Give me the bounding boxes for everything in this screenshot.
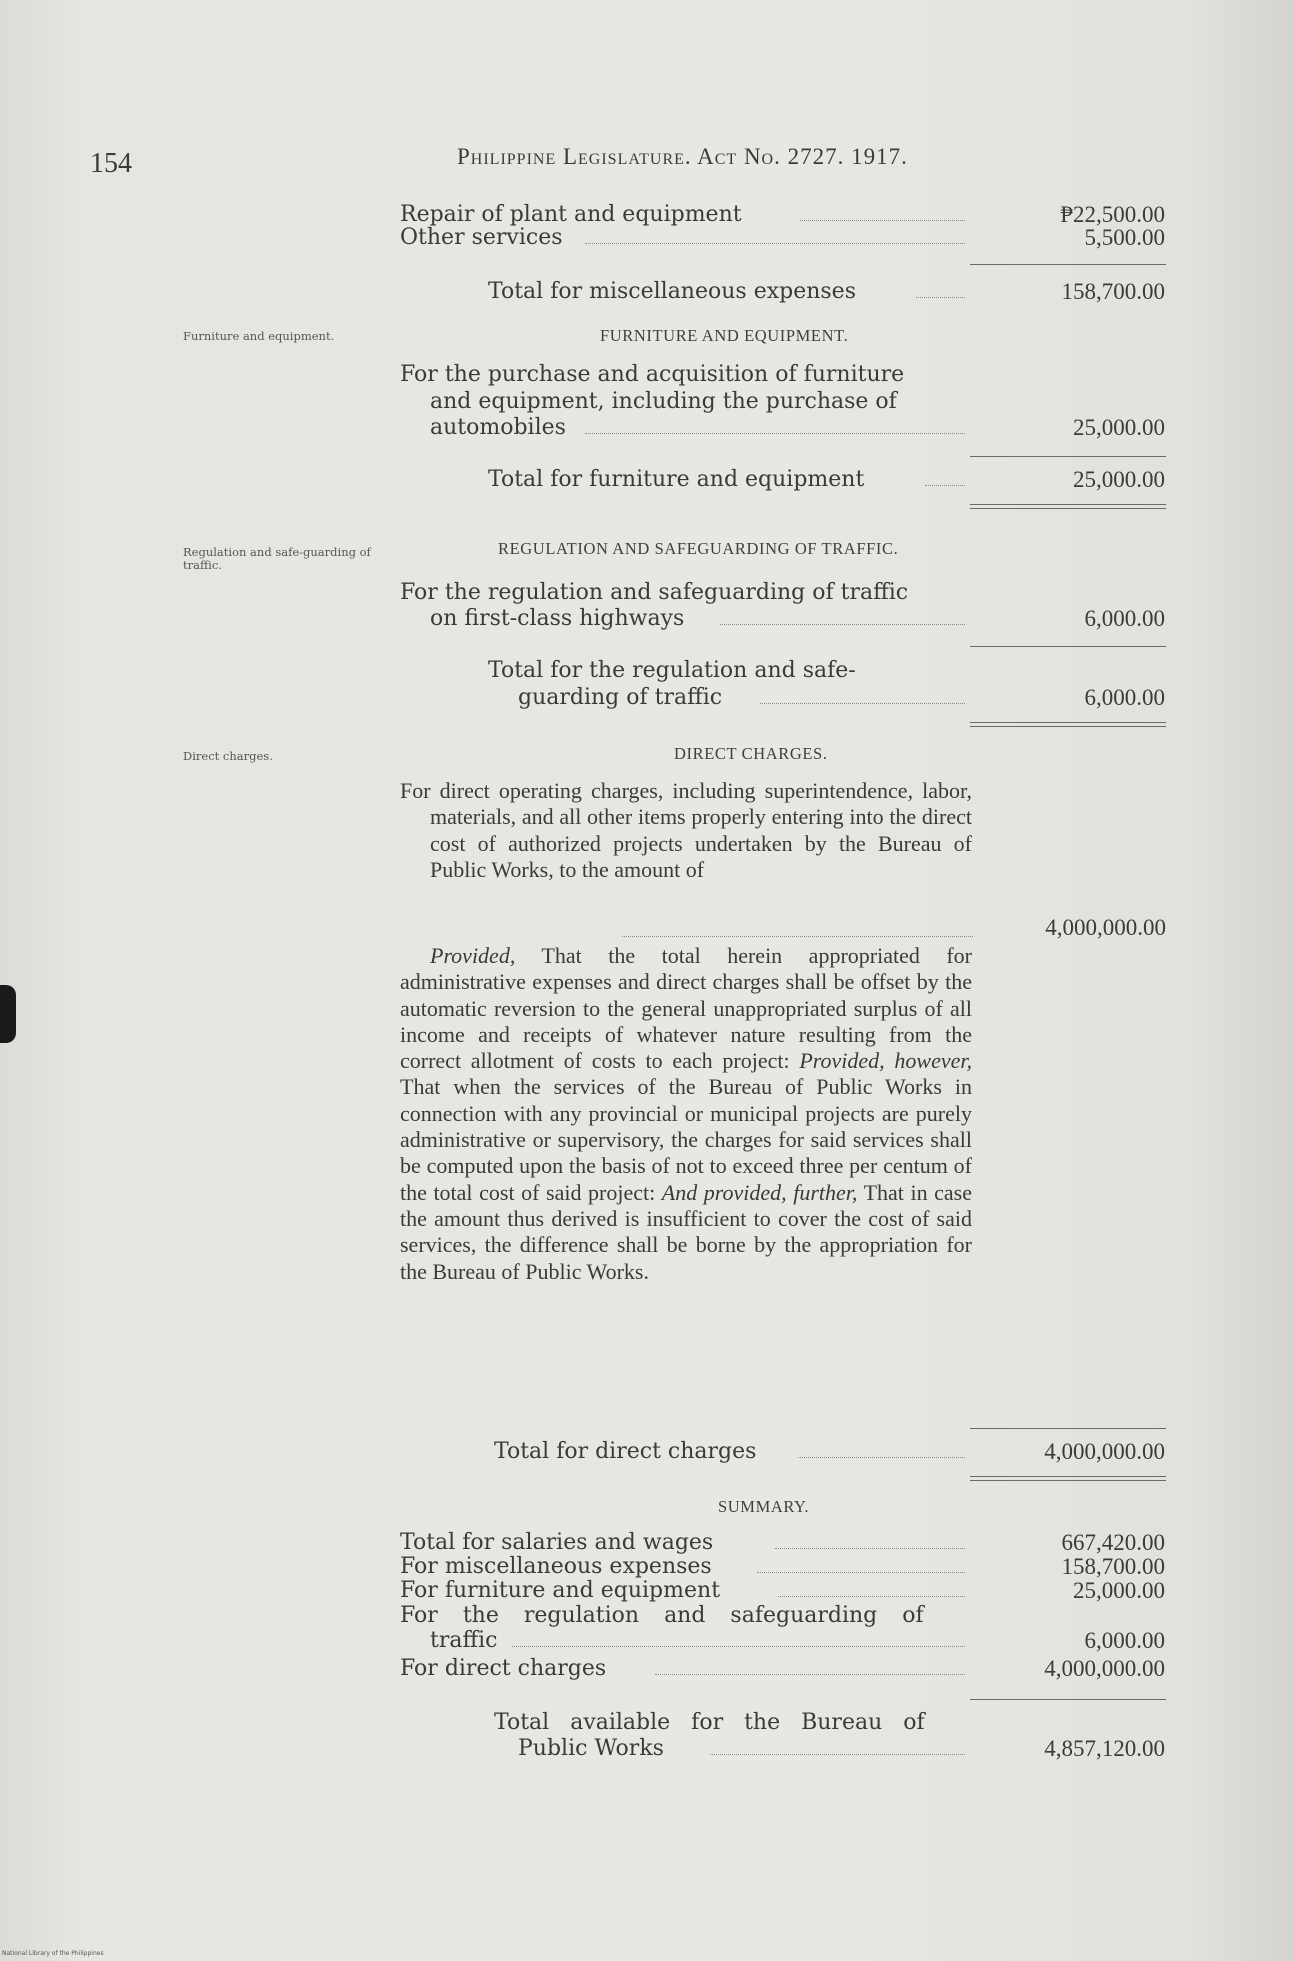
leader-dots — [512, 1646, 965, 1647]
leader-dots — [757, 1572, 965, 1573]
total-line — [400, 466, 1170, 494]
leader-dots — [655, 1674, 965, 1675]
grand-total-line — [400, 1735, 1170, 1763]
scan-footer-note: National Library of the Philippines — [2, 1950, 104, 1957]
item-line — [400, 414, 1170, 442]
total-line — [400, 1438, 1170, 1466]
margin-note: Furniture and equipment. — [183, 329, 335, 343]
summary-label: For miscellaneous expenses — [400, 1554, 712, 1579]
leader-dots — [710, 1754, 965, 1755]
margin-note: Direct charges. — [183, 749, 273, 763]
total-amount: 4,000,000.00 — [1044, 1439, 1165, 1464]
proviso-paragraph — [400, 943, 972, 1285]
direct-charges-paragraph — [400, 778, 972, 883]
summary-amount: 667,420.00 — [1061, 1530, 1165, 1555]
total-label: Total for furniture and equipment — [488, 467, 865, 492]
summary-amount: 6,000.00 — [1084, 1628, 1165, 1653]
item-amount: ₱22,500.00 — [1060, 202, 1165, 227]
proviso-lead: And provided, further, — [661, 1179, 858, 1205]
total-line — [400, 657, 1170, 685]
page-number: 154 — [90, 148, 132, 179]
line-item — [400, 224, 1170, 252]
item-label: Other services — [400, 225, 563, 250]
double-rule — [970, 722, 1166, 727]
summary-amount: 25,000.00 — [1073, 1578, 1165, 1603]
summary-label: traffic — [430, 1628, 498, 1653]
item-line — [400, 388, 1170, 416]
section-heading: DIRECT CHARGES. — [674, 744, 828, 763]
leader-dots — [798, 1457, 965, 1458]
summary-row — [400, 1655, 1170, 1683]
item-amount: 6,000.00 — [1084, 606, 1165, 631]
item-amount: 25,000.00 — [1073, 415, 1165, 440]
double-rule — [970, 504, 1166, 509]
rule — [970, 1699, 1166, 1700]
summary-label: For furniture and equipment — [400, 1578, 721, 1603]
leader-dots — [585, 433, 965, 434]
summary-amount: 158,700.00 — [1061, 1554, 1165, 1579]
item-text: For the regulation and safeguarding of traffic — [400, 580, 909, 605]
scan-edge-mark — [0, 985, 16, 1043]
item-line — [400, 361, 1170, 389]
item-line — [400, 605, 1170, 633]
summary-row — [400, 1627, 1170, 1655]
item-text: For direct operating charges, including superintendence, labor, materials, and all other items properly entering into the direct cost of authorized projects undertaken by the Bureau of Public Works, to the amount of — [400, 778, 972, 882]
proviso-text: That in case the amount thus derived is insufficient to cover the cost of said services, the difference shall be borne by the appropriation for the Bureau of Public Works. — [400, 1179, 973, 1284]
proviso-text: That when the services of the Bureau of Public Works in connection with any provincial or municipal projects are purely administrative or supervisory, the charges for said services shall be computed upon the basis of not to exceed three per centum of the total cost of said project: — [400, 1074, 972, 1205]
item-label: Repair of plant and equipment — [400, 202, 742, 227]
total-line — [400, 278, 1170, 306]
item-line — [400, 579, 1170, 607]
leader-dots — [775, 1548, 965, 1549]
leader-dots — [778, 1596, 965, 1597]
item-text: automobiles — [430, 415, 566, 440]
item-text: on first-class highways — [430, 606, 685, 631]
item-amount: 5,500.00 — [1084, 225, 1165, 250]
leader-dots — [585, 243, 965, 244]
summary-heading: SUMMARY. — [718, 1497, 810, 1516]
summary-row — [400, 1602, 1170, 1630]
leader-dots — [760, 703, 965, 704]
item-text: and equipment, including the purchase of — [430, 389, 897, 414]
section-heading: FURNITURE AND EQUIPMENT. — [600, 326, 849, 345]
rule — [970, 264, 1166, 265]
summary-label: Total for salaries and wages — [400, 1530, 714, 1555]
item-amount: 4,000,000.00 — [1045, 915, 1166, 940]
proviso-text: That the total herein appropriated for administrative expenses and direct charges shall be offset by the automatic reversion to the general unappropriated surplus of all income and receipts of whatever nature resulting from the correct allotment of costs to each project: — [400, 943, 972, 1074]
grand-total-line — [400, 1709, 1170, 1737]
grand-total-label: Total available for the Bureau of — [494, 1710, 925, 1735]
total-amount: 158,700.00 — [1061, 279, 1165, 304]
total-label: Total for the regulation and safe- — [488, 658, 856, 683]
rule — [970, 646, 1166, 647]
rule — [970, 1428, 1166, 1429]
leader-dots — [622, 936, 973, 937]
double-rule — [970, 1476, 1166, 1481]
leader-dots — [925, 485, 965, 486]
summary-row — [400, 1577, 1170, 1605]
total-label: Total for miscellaneous expenses — [488, 279, 856, 304]
grand-total-label: Public Works — [518, 1736, 664, 1761]
leader-dots — [800, 220, 965, 221]
proviso-lead: Provided, however, — [799, 1048, 972, 1074]
running-head: Philippine Legislature. Act No. 2727. 1917. — [457, 144, 908, 169]
rule — [970, 456, 1166, 457]
section-heading: REGULATION AND SAFEGUARDING OF TRAFFIC. — [498, 539, 899, 558]
item-text: For the purchase and acquisition of furniture — [400, 362, 905, 387]
total-line — [400, 684, 1170, 712]
summary-label: For direct charges — [400, 1656, 607, 1681]
total-label: Total for direct charges — [494, 1439, 757, 1464]
summary-label: For the regulation and safeguarding of — [400, 1603, 924, 1628]
leader-dots — [916, 297, 965, 298]
margin-note: Regulation and safe-guarding of traffic. — [183, 545, 371, 572]
leader-dots — [720, 624, 965, 625]
proviso-lead: Provided, — [430, 943, 516, 968]
total-amount: 6,000.00 — [1084, 685, 1165, 710]
total-amount: 25,000.00 — [1073, 467, 1165, 492]
grand-total-amount: 4,857,120.00 — [1044, 1736, 1165, 1761]
summary-amount: 4,000,000.00 — [1044, 1656, 1165, 1681]
total-label: guarding of traffic — [518, 685, 723, 710]
